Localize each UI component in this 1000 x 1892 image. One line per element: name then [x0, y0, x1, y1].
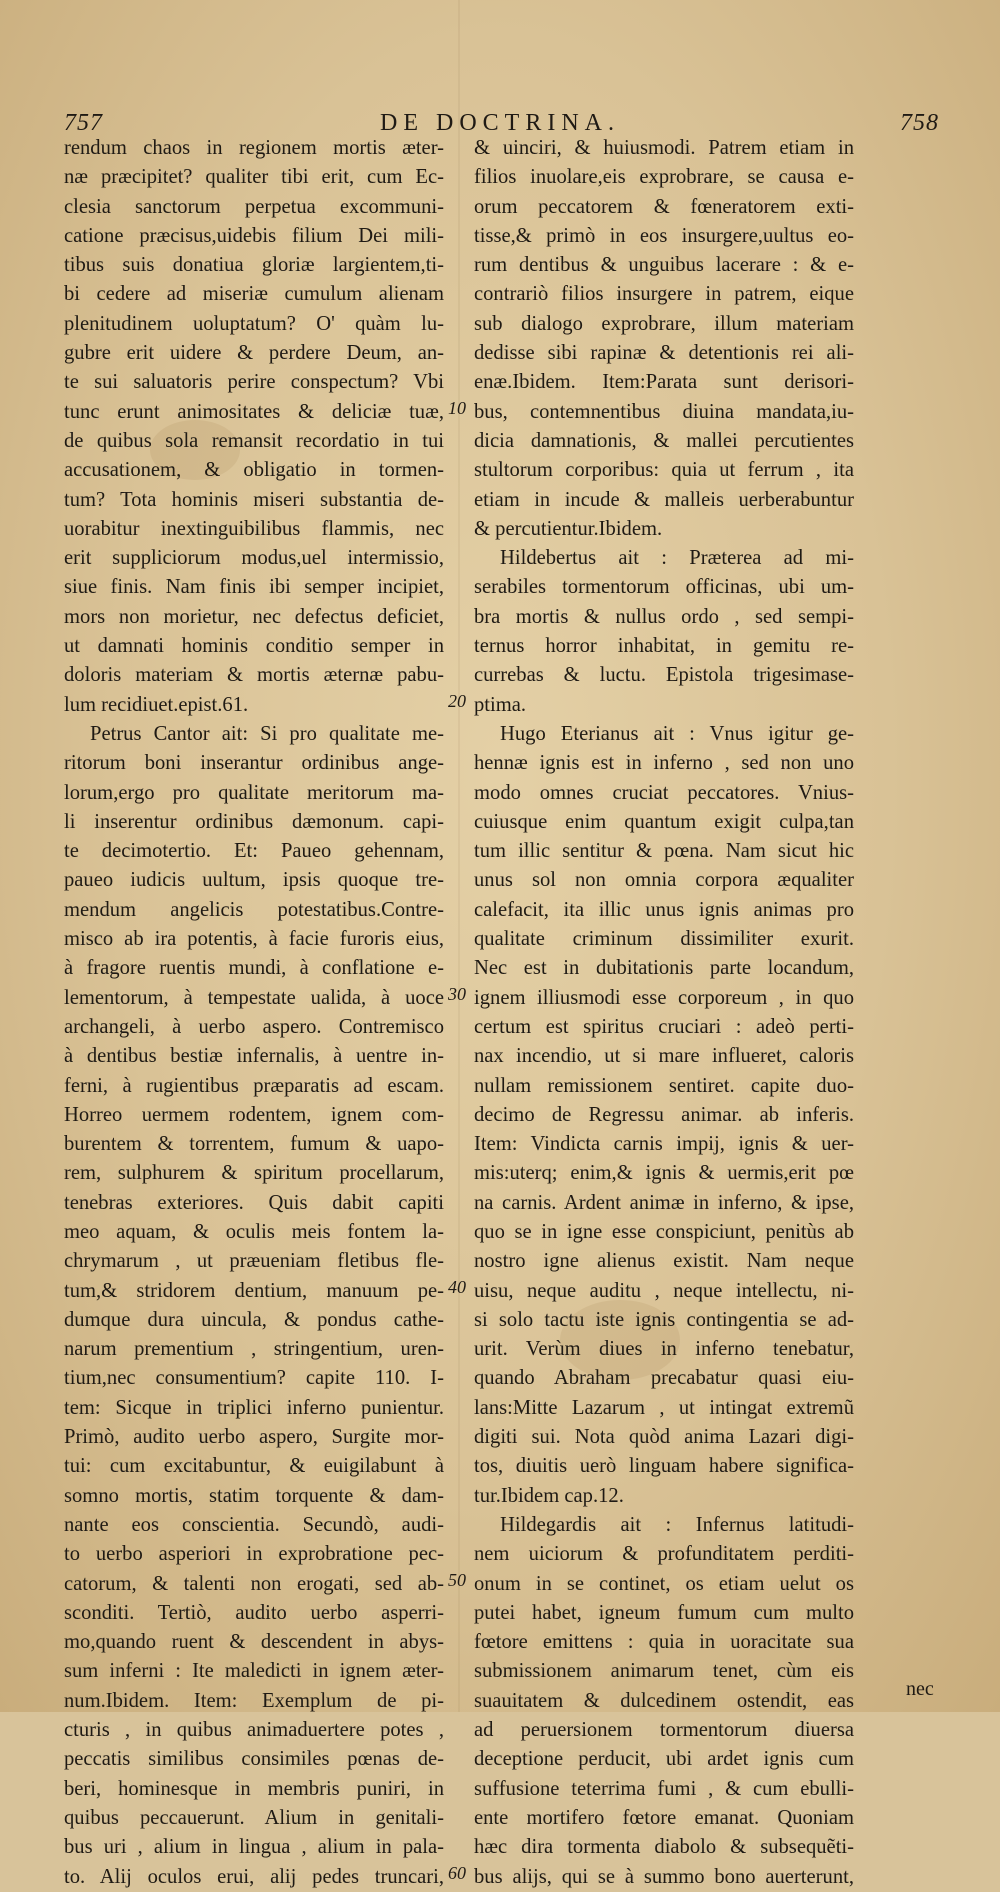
text-line: putei habet, igneum fumum cum multo	[474, 1601, 854, 1624]
text-line: Horreo uermem rodentem, ignem com-	[64, 1103, 444, 1126]
text-line: tui: cum excitabuntur, & euigilabunt à	[64, 1455, 444, 1478]
text-line: quando Abraham precabatur quasi eiu-	[474, 1367, 854, 1390]
text-line: ente mortifero fœtore emanat. Quoniam	[474, 1806, 854, 1829]
text-line: rum dentibus & unguibus lacerare : & e-	[474, 254, 854, 277]
text-line: stultorum corporibus: quia ut ferrum , ita	[474, 459, 854, 482]
text-line: serabiles tormentorum officinas, ubi um-	[474, 576, 854, 599]
left-text-column	[64, 134, 444, 1892]
text-line: dedisse sibi rapinæ & detentionis rei ali-	[474, 342, 854, 365]
text-line: suauitatem & dulcedinem ostendit, eas	[474, 1689, 854, 1712]
right-text-column	[474, 134, 854, 1892]
text-line: gubre erit uidere & perdere Deum, an-	[64, 342, 444, 365]
text-line: fœtore emittens : quia in uoracitate sua	[474, 1631, 854, 1654]
text-line: tunc erunt animositates & deliciæ tuæ,	[64, 400, 444, 423]
text-line: calefacit, ita illic unus ignis animas pro	[474, 898, 854, 921]
text-line: si solo tactu iste ignis contingentia se ad-	[474, 1308, 854, 1331]
text-line: ignem illiusmodi esse corporeum , in quo	[474, 986, 854, 1009]
text-line: dumque dura uincula, & pondus cathe-	[64, 1308, 444, 1331]
text-line: cuiusque enim quantum exigit culpa,tan	[474, 810, 854, 833]
text-line: peccatis similibus consimiles pœnas de-	[64, 1748, 444, 1771]
running-title: DE DOCTRINA.	[380, 110, 620, 136]
text-line: ptima.	[474, 693, 527, 716]
text-line: ferni, à rugientibus præparatis ad escam.	[64, 1074, 444, 1097]
text-line: bus uri , alium in lingua , alium in pala-	[64, 1836, 444, 1859]
line-number: 30	[448, 983, 466, 1004]
text-line: & uinciri, & huiusmodi. Patrem etiam in	[474, 137, 854, 159]
text-line: uisu, neque auditu , neque intellectu, ni-	[474, 1279, 854, 1302]
text-line: plenitudinem uoluptatum? O' quàm lu-	[64, 312, 444, 335]
text-line: narum prementium , stringentium, uren-	[64, 1338, 444, 1361]
text-line: mis:uterq; enim,& ignis & uermis,erit pœ	[474, 1162, 854, 1185]
text-line: tisse,& primò in eos insurgere,uultus eo-	[474, 224, 854, 247]
line-number: 10	[448, 397, 466, 418]
text-line: Nec est in dubitationis parte locandum,	[474, 957, 854, 980]
text-line: Hildegardis ait : Infernus latitudi-	[500, 1513, 854, 1536]
text-line: ternus horror inhabitat, in gemitu re-	[474, 635, 854, 658]
text-line: tum,& stridorem dentium, manuum pe-	[64, 1279, 444, 1302]
text-line: tenebras exteriores. Quis dabit capiti	[64, 1191, 444, 1214]
text-line: submissionem animarum tenet, cùm eis	[474, 1660, 854, 1683]
text-line: bus alijs, qui se à summo bono auerterunt,	[474, 1865, 854, 1888]
text-line: siue finis. Nam finis ibi semper incipiet,	[64, 576, 444, 599]
text-line: tum illic sentitur & pœna. Nam sicut hic	[474, 840, 854, 863]
text-line: tum? Tota hominis miseri substantia de-	[64, 488, 444, 511]
text-line: bra mortis & nullus ordo , sed sempi-	[474, 605, 854, 628]
text-line: etiam in incude & malleis uerberabuntur	[474, 488, 854, 511]
text-line: lans:Mitte Lazarum , ut intingat extremũ	[474, 1396, 854, 1419]
text-line: te decimotertio. Et: Paueo gehennam,	[64, 840, 444, 863]
line-number: 50	[448, 1569, 466, 1590]
text-line: nullam remissionem sentiret. capite duo-	[474, 1074, 854, 1097]
text-line: qualitate criminum dissimiliter exurit.	[474, 928, 854, 951]
text-line: onum in se continet, os etiam uelut os	[474, 1572, 854, 1595]
text-line: à fragore ruentis mundi, à conflatione e-	[64, 957, 444, 980]
text-line: rendum chaos in regionem mortis æter-	[64, 137, 444, 159]
text-line: mors non morietur, nec defectus deficiet,	[64, 605, 444, 628]
text-line: catorum, & talenti non erogati, sed ab-	[64, 1572, 444, 1595]
text-line: tibus suis donatiua gloriæ largientem,ti-	[64, 254, 444, 277]
text-line: decimo de Regressu animar. ab inferis.	[474, 1103, 854, 1126]
text-line: rem, sulphurem & spiritum procellarum,	[64, 1162, 444, 1185]
text-line: te sui saluatoris perire conspectum? Vbi	[64, 371, 444, 394]
text-line: digiti sui. Nota quòd anima Lazari digi-	[474, 1426, 854, 1449]
text-line: tem: Sicque in triplici inferno punientur.	[64, 1396, 444, 1419]
text-line: urit. Verùm diues in inferno tenebatur,	[474, 1338, 854, 1361]
text-line: somno mortis, statim torquente & dam-	[64, 1484, 444, 1507]
line-number: 20	[448, 690, 466, 711]
text-line: lum recidiuet.epist.61.	[64, 693, 249, 716]
text-line: hennæ ignis est in inferno , sed non uno	[474, 752, 854, 775]
text-line: nostro igne alienus existit. Nam neque	[474, 1250, 854, 1273]
text-line: num.Ibidem. Item: Exemplum de pi-	[64, 1689, 444, 1712]
text-line: accusationem, & obligatio in tormen-	[64, 459, 444, 482]
text-line: Hugo Eterianus ait : Vnus igitur ge-	[500, 722, 854, 745]
text-line: misco ab ira potentis, à facie furoris eius,	[64, 928, 444, 951]
text-line: catione præcisus,uidebis filium Dei mili-	[64, 224, 444, 247]
text-line: deceptione perducit, ubi ardet ignis cum	[474, 1748, 854, 1771]
line-number: 60	[448, 1862, 466, 1883]
text-line: filios inuolare,eis exprobrare, se causa e-	[474, 166, 854, 189]
text-line: unus sol non omnia corpora æqualiter	[474, 869, 854, 892]
text-line: næ præcipitet? qualiter tibi erit, cum Ec-	[64, 166, 444, 189]
text-line: chrymarum , ut præueniam fletibus fle-	[64, 1250, 444, 1273]
text-line: mendum angelicis potestatibus.Contre-	[64, 898, 444, 921]
text-line: sconditi. Tertiò, audito uerbo asperri-	[64, 1601, 444, 1624]
text-line: bus, contemnentibus diuina mandata,iu-	[474, 400, 854, 423]
catchword: nec	[906, 1678, 934, 1700]
text-line: mo,quando ruent & descendent in abys-	[64, 1631, 444, 1654]
text-line: to uerbo asperiori in exprobratione pec-	[64, 1543, 444, 1566]
text-line: beri, hominesque in membris puniri, in	[64, 1777, 444, 1800]
right-page-number: 758	[900, 110, 939, 136]
text-line: tur.Ibidem cap.12.	[474, 1484, 624, 1507]
text-line: burentem & torrentem, fumum & uapo-	[64, 1133, 444, 1156]
text-line: cturis , in quibus animaduertere potes ,	[64, 1719, 444, 1742]
text-line: lorum,ergo pro qualitate meritorum ma-	[64, 781, 444, 804]
text-line: uorabitur inextinguibilibus flammis, nec	[64, 517, 444, 540]
text-line: Hildebertus ait : Præterea ad mi-	[500, 547, 854, 570]
text-line: de quibus sola remansit recordatio in tui	[64, 429, 444, 452]
text-line: tos, diuitis uerò linguam habere significa-	[474, 1455, 854, 1478]
text-line: certum est spiritus cruciari : adeò perti-	[474, 1015, 854, 1038]
text-line: Primò, audito uerbo aspero, Surgite mor-	[64, 1426, 444, 1449]
text-line: Petrus Cantor ait: Si pro qualitate me-	[90, 722, 444, 745]
text-line: tium,nec consumentium? capite 110. I-	[64, 1367, 444, 1390]
left-page-number: 757	[64, 110, 103, 136]
text-line: ritorum boni inserantur ordinibus ange-	[64, 752, 444, 775]
text-line: hæc dira tormenta diabolo & subsequẽti-	[474, 1836, 854, 1859]
text-line: & percutientur.Ibidem.	[474, 517, 663, 540]
text-line: lementorum, à tempestate ualida, à uoce	[64, 986, 444, 1009]
line-number: 40	[448, 1276, 466, 1297]
text-line: bi cedere ad miseriæ cumulum alienam	[64, 283, 444, 306]
text-line: quibus peccauerunt. Alium in genitali-	[64, 1806, 444, 1829]
text-line: to. Alij oculos erui, alij pedes truncari,	[64, 1865, 444, 1888]
text-line: nax incendio, ut si mare influeret, caloris	[474, 1045, 854, 1068]
text-line: sub dialogo exprobrare, illum materiam	[474, 312, 854, 335]
text-line: à dentibus bestiæ infernalis, à uentre in-	[64, 1045, 444, 1068]
text-line: modo omnes cruciat peccatores. Vnius-	[474, 781, 854, 804]
text-line: nem uiciorum & profunditatem perditi-	[474, 1543, 854, 1566]
text-line: doloris materiam & mortis æternæ pabu-	[64, 664, 444, 687]
gutter-crease	[458, 0, 460, 1712]
text-line: na carnis. Ardent animæ in inferno, & ipse,	[474, 1191, 854, 1214]
text-line: li inserentur ordinibus dæmonum. capi-	[64, 810, 444, 833]
text-line: ad peruersionem tormentorum diuersa	[474, 1719, 854, 1742]
text-line: erit suppliciorum modus,uel intermissio,	[64, 547, 444, 570]
text-line: sum inferni : Ite maledicti in ignem æter-	[64, 1660, 444, 1683]
text-line: Item: Vindicta carnis impij, ignis & uer-	[474, 1133, 854, 1156]
text-line: orum peccatorem & fœneratorem exti-	[474, 195, 854, 218]
text-line: dicia damnationis, & mallei percutientes	[474, 429, 854, 452]
text-line: archangeli, à uerbo aspero. Contremisco	[64, 1015, 444, 1038]
text-line: meo aquam, & oculis meis fontem la-	[64, 1220, 444, 1243]
text-line: ut damnati hominis conditio semper in	[64, 635, 444, 658]
text-line: enæ.Ibidem. Item:Parata sunt derisori-	[474, 371, 854, 394]
text-line: paueo iudicis uultum, ipsis quoque tre-	[64, 869, 444, 892]
text-line: suffusione teterrima fumi , & cum ebulli-	[474, 1777, 854, 1800]
text-line: nante eos conscientia. Secundò, audi-	[64, 1513, 444, 1536]
text-line: currebas & luctu. Epistola trigesimase-	[474, 664, 854, 687]
text-line: quo se in igne esse conspiciunt, penitùs ab	[474, 1220, 854, 1243]
text-line: clesia sanctorum perpetua excommuni-	[64, 195, 444, 218]
text-line: contrariò filios insurgere in patrem, eique	[474, 283, 854, 306]
